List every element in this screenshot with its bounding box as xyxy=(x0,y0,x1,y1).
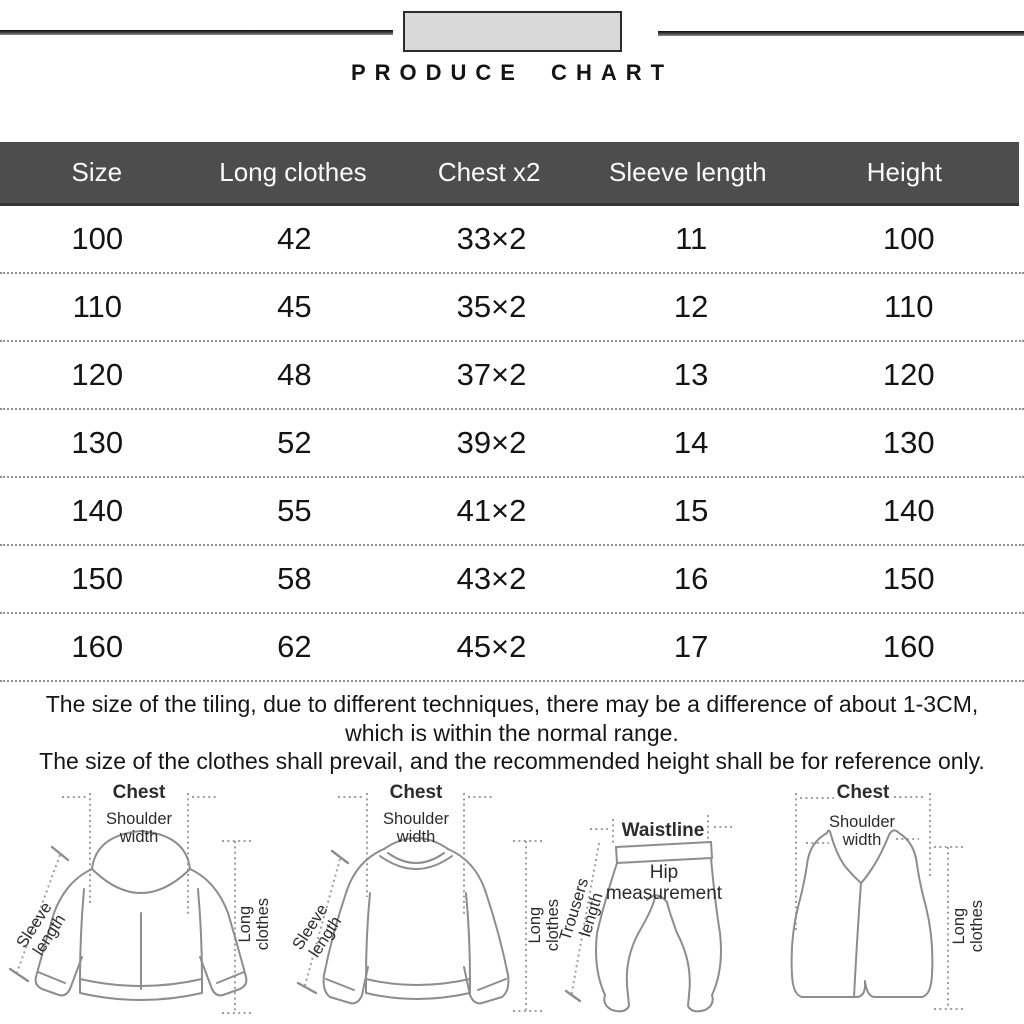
sweatshirt-sleeve-length-label: Sleeve length xyxy=(289,901,346,961)
table-row xyxy=(0,342,1024,410)
notes xyxy=(0,690,1024,776)
size-table-header-row xyxy=(0,142,1019,206)
table-cell: 140 xyxy=(71,493,124,528)
column-header: Long clothes xyxy=(219,157,367,187)
banner-title: PRODUCE CHART xyxy=(350,60,674,85)
table-cell: 150 xyxy=(71,561,124,596)
table-cell: 39×2 xyxy=(456,425,527,460)
table-cell: 55 xyxy=(277,493,312,528)
table-cell: 43×2 xyxy=(456,561,527,596)
table-cell: 33×2 xyxy=(456,221,527,256)
column-header: Chest x2 xyxy=(437,157,541,187)
trousers-waistline-label: Waistline xyxy=(621,820,705,841)
trousers-length-label: Trousers length xyxy=(556,875,607,943)
sweatshirt-shoulder-width-label: Shoulder width xyxy=(382,810,450,847)
table-cell: 15 xyxy=(673,493,709,528)
hoodie-measure-diagram xyxy=(2,783,280,1024)
column-header: Sleeve length xyxy=(609,157,767,187)
table-cell: 13 xyxy=(673,357,709,392)
table-cell: 45 xyxy=(277,289,312,324)
banner-rule-left xyxy=(0,30,393,35)
table-cell: 52 xyxy=(277,425,312,460)
sweatshirt-chest-label: Chest xyxy=(389,782,443,803)
table-cell: 35×2 xyxy=(456,289,527,324)
vest-shoulder-width-label: Shoulder width xyxy=(828,813,896,850)
table-cell: 42 xyxy=(277,221,312,256)
table-cell: 12 xyxy=(673,289,709,324)
note-line-3: The size of the clothes shall prevail, and the recommended height shall be for reference only. xyxy=(39,748,985,774)
size-table-body xyxy=(0,206,1024,682)
table-cell: 160 xyxy=(71,629,124,664)
table-row xyxy=(0,274,1024,342)
table-cell: 110 xyxy=(72,289,122,324)
table-cell: 100 xyxy=(882,221,935,256)
vest-measure-diagram xyxy=(772,783,1018,1024)
measure-diagrams xyxy=(2,783,1024,1024)
table-cell: 48 xyxy=(277,357,312,392)
column-header: Size xyxy=(71,157,123,187)
table-cell: 11 xyxy=(675,221,708,256)
table-cell: 130 xyxy=(882,425,935,460)
note-line-1: The size of the tiling, due to different techniques, there may be a difference of about 1-3CM, xyxy=(45,691,979,717)
note-line-2: which is within the normal range. xyxy=(345,719,679,746)
table-cell: 14 xyxy=(673,425,709,460)
table-cell: 62 xyxy=(277,629,312,664)
table-row xyxy=(0,546,1024,614)
table-row xyxy=(0,410,1024,478)
table-cell: 58 xyxy=(277,561,312,596)
vest-long-clothes-label: Long clothes xyxy=(949,900,986,953)
sweatshirt-long-clothes-label: Long clothes xyxy=(525,899,562,952)
table-row xyxy=(0,614,1024,682)
banner-rule-right xyxy=(658,31,1024,36)
table-cell: 140 xyxy=(882,493,935,528)
table-cell: 16 xyxy=(673,561,709,596)
sweatshirt-measure-diagram xyxy=(280,783,566,1024)
table-cell: 130 xyxy=(71,425,124,460)
hoodie-shoulder-width-label: Shoulder width xyxy=(105,810,173,847)
table-cell: 100 xyxy=(71,221,124,256)
table-cell: 160 xyxy=(882,629,935,664)
table-cell: 45×2 xyxy=(456,629,527,664)
column-header: Height xyxy=(866,157,942,187)
table-cell: 37×2 xyxy=(456,357,527,392)
table-cell: 150 xyxy=(882,561,935,596)
table-cell: 120 xyxy=(882,357,935,392)
banner-fabric-box xyxy=(403,11,622,52)
hoodie-chest-label: Chest xyxy=(112,782,166,803)
hoodie-long-clothes-label: Long clothes xyxy=(235,898,272,951)
size-table xyxy=(0,142,1024,682)
table-row xyxy=(0,206,1024,274)
hoodie-sleeve-length-label: Sleeve length xyxy=(13,899,70,959)
trousers-hip-measurement-label: Hip measurement xyxy=(605,862,723,904)
table-row xyxy=(0,478,1024,546)
table-cell: 17 xyxy=(673,629,709,664)
vest-chest-label: Chest xyxy=(836,782,890,803)
trousers-measure-diagram xyxy=(556,783,772,1024)
table-cell: 120 xyxy=(71,357,124,392)
table-cell: 41×2 xyxy=(456,493,527,528)
table-cell: 110 xyxy=(884,289,934,324)
